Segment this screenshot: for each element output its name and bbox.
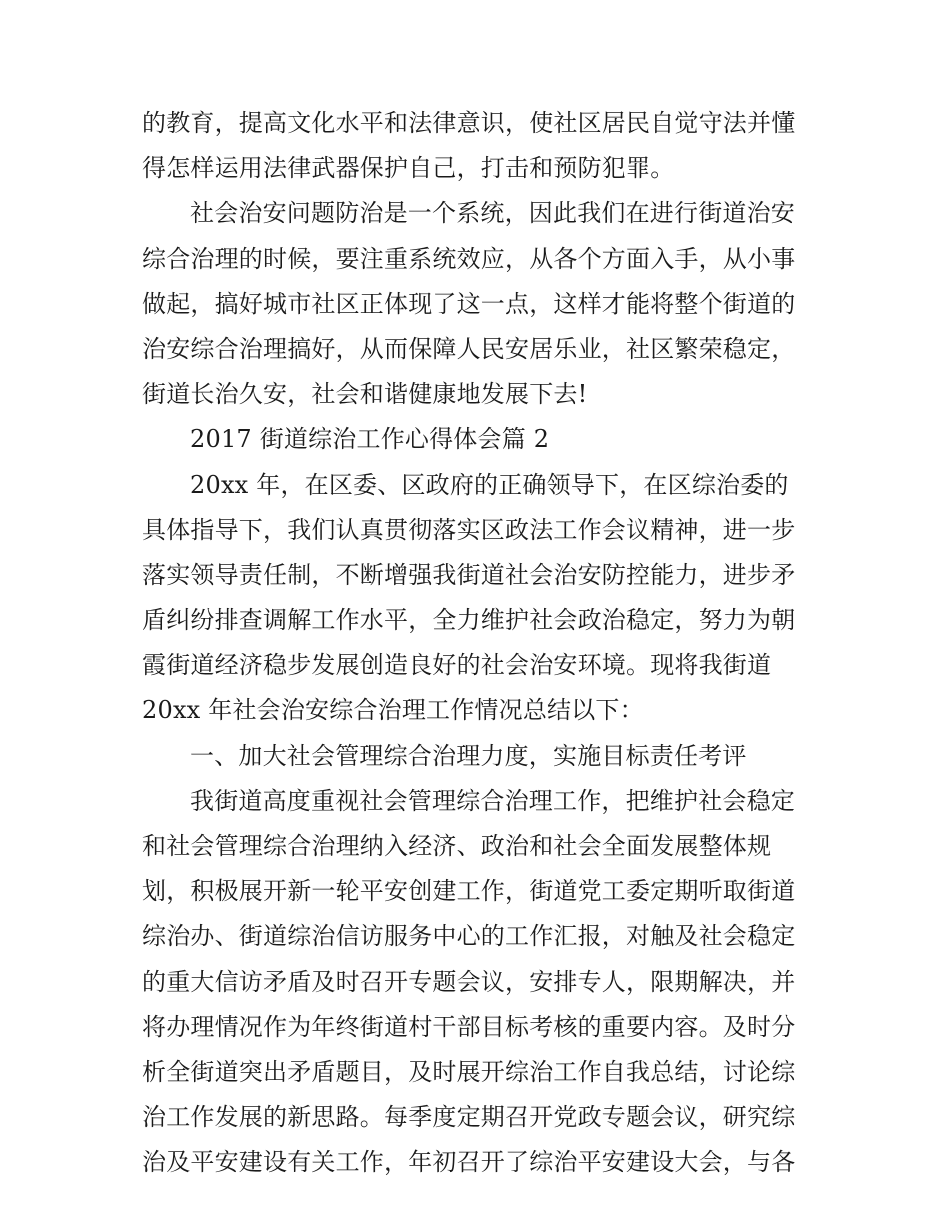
text-line: 2017 街道综治工作心得体会篇 2 bbox=[190, 425, 550, 454]
text-line: 综治办、街道综治信访服务中心的工作汇报，对触及社会稳定 bbox=[142, 922, 796, 951]
text-line: 一、加大社会管理综合治理力度，实施目标责任考评 bbox=[190, 741, 747, 770]
text-line: 街道长治久安，社会和谐健康地发展下去! bbox=[142, 380, 588, 409]
text-line: 具体指导下，我们认真贯彻落实区政法工作会议精神，进一步 bbox=[142, 515, 796, 544]
text-line: 综合治理的时候，要注重系统效应，从各个方面入手，从小事 bbox=[142, 244, 796, 273]
text-line: 霞街道经济稳步发展创造良好的社会治安环境。现将我街道 bbox=[142, 651, 772, 680]
text-line: 做起，搞好城市社区正体现了这一点，这样才能将整个街道的 bbox=[142, 289, 796, 318]
text-line: 将办理情况作为年终街道村干部目标考核的重要内容。及时分 bbox=[142, 1012, 796, 1041]
document-body bbox=[142, 101, 822, 1186]
text-line: 我街道高度重视社会管理综合治理工作，把维护社会稳定 bbox=[190, 786, 795, 815]
text-line: 得怎样运用法律武器保护自己，打击和预防犯罪。 bbox=[142, 154, 675, 183]
text-line: 的教育，提高文化水平和法律意识，使社区居民自觉守法并懂 bbox=[142, 109, 796, 137]
text-line: 落实领导责任制，不断增强我街道社会治安防控能力，进步矛 bbox=[142, 560, 796, 589]
text-line: 划，积极展开新一轮平安创建工作，街道党工委定期听取街道 bbox=[142, 877, 796, 906]
text-line: 和社会管理综合治理纳入经济、政治和社会全面发展整体规 bbox=[142, 832, 772, 860]
text-line: 社会治安问题防治是一个系统，因此我们在进行街道治安 bbox=[190, 199, 795, 228]
text-line: 析全街道突出矛盾题目，及时展开综治工作自我总结，讨论综 bbox=[142, 1057, 796, 1086]
text-line: 的重大信访矛盾及时召开专题会议，安排专人，限期解决，并 bbox=[142, 967, 796, 996]
text-line: 20xx 年社会治安综合治理工作情况总结以下： bbox=[142, 696, 644, 725]
text-line: 治工作发展的新思路。每季度定期召开党政专题会议，研究综 bbox=[142, 1103, 796, 1132]
text-line: 治安综合治理搞好，从而保障人民安居乐业，社区繁荣稳定， bbox=[142, 334, 796, 363]
text-line: 盾纠纷排查调解工作水平，全力维护社会政治稳定，努力为朝 bbox=[142, 606, 796, 635]
text-line: 20xx 年，在区委、区政府的正确领导下，在区综治委的 bbox=[190, 470, 789, 499]
text-line: 治及平安建设有关工作，年初召开了综治平安建设大会，与各 bbox=[142, 1148, 796, 1177]
